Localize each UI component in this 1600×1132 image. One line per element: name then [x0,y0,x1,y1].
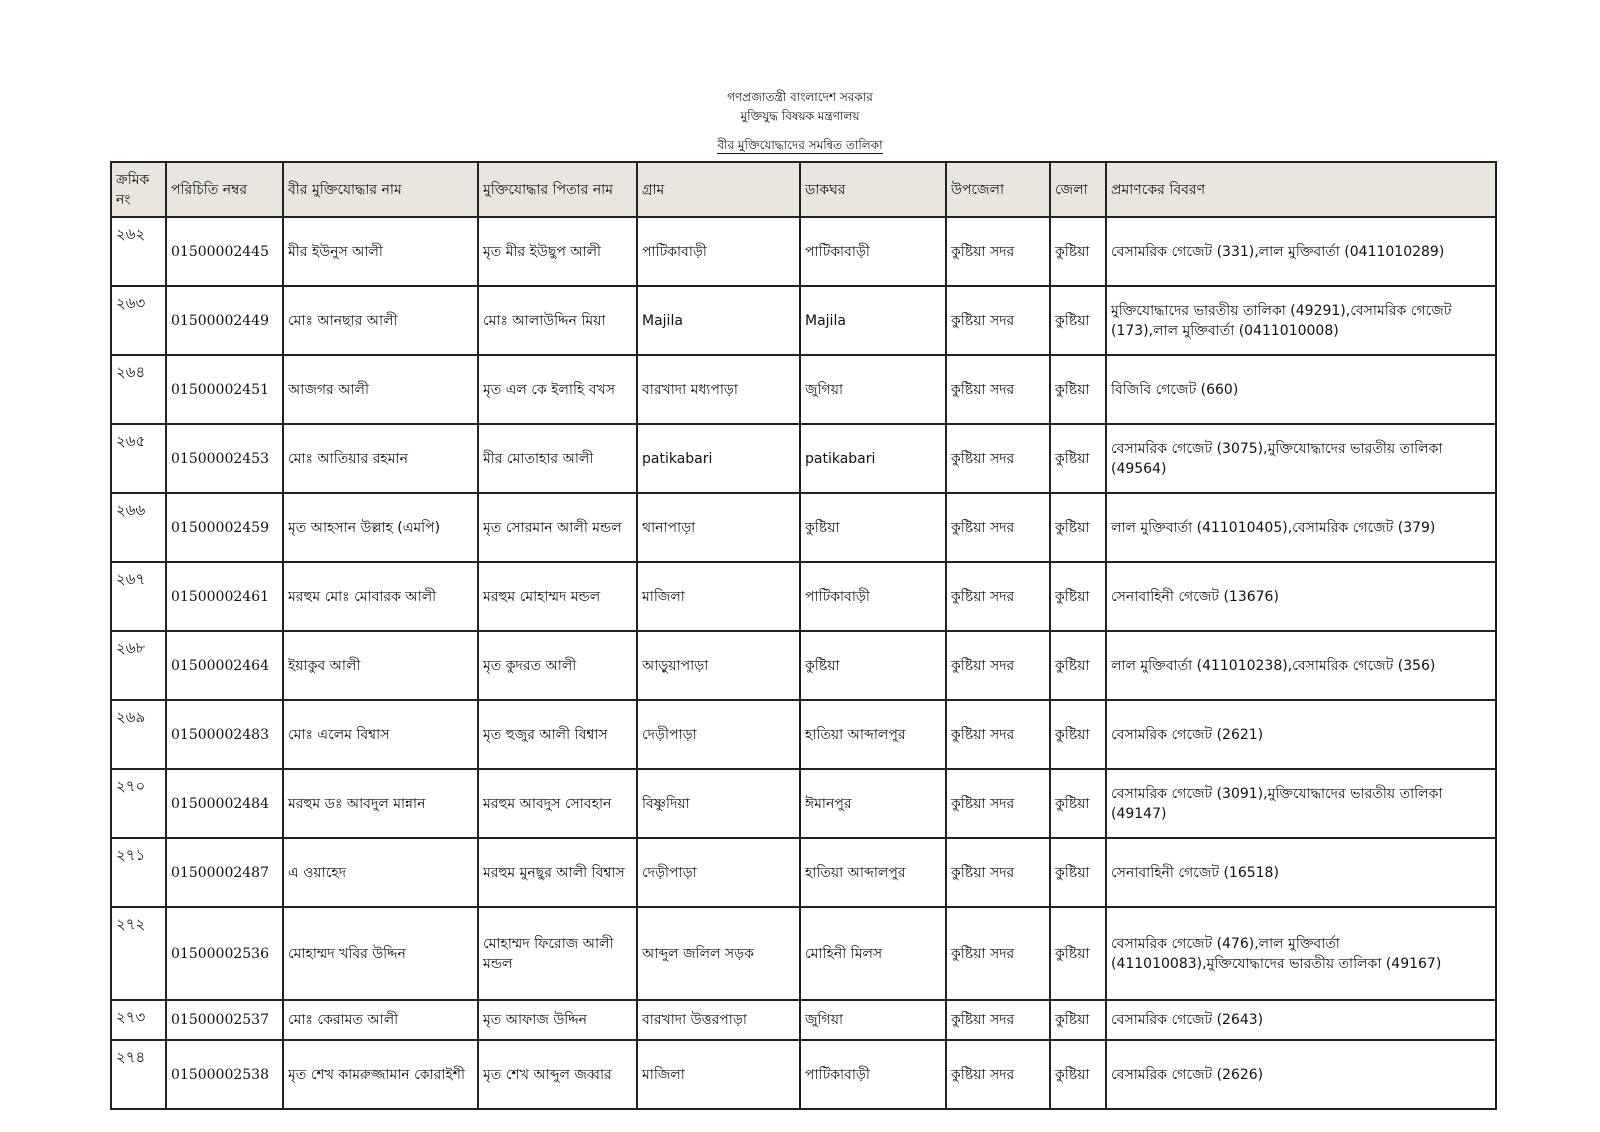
post-office-cell: পাটিকাবাড়ী [800,1040,946,1109]
evidence-cell: বেসামরিক গেজেট (3075),মুক্তিযোদ্ধাদের ভারতীয় তালিকা (49564) [1106,424,1496,493]
id-cell: 01500002536 [166,907,283,1000]
district-cell: কুষ্টিয়া [1050,493,1106,562]
table-row [111,700,1496,769]
evidence-cell: বেসামরিক গেজেট (2626) [1106,1040,1496,1109]
upazila-cell: কুষ্টিয়া সদর [946,769,1050,838]
district-cell: কুষ্টিয়া [1050,700,1106,769]
upazila-cell: কুষ্টিয়া সদর [946,838,1050,907]
evidence-cell: সেনাবাহিনী গেজেট (13676) [1106,562,1496,631]
evidence-cell: লাল মুক্তিবার্তা (411010405),বেসামরিক গেজেট (379) [1106,493,1496,562]
id-cell: 01500002445 [166,217,283,286]
upazila-cell: কুষ্টিয়া সদর [946,700,1050,769]
col-name: বীর মুক্তিযোদ্ধার নাম [283,162,478,217]
father-name-cell: মৃত মীর ইউছুপ আলী [478,217,637,286]
list-title-text: বীর মুক্তিযোদ্ধাদের সমন্বিত তালিকা [717,138,883,152]
district-cell: কুষ্টিয়া [1050,424,1106,493]
village-cell: মাজিলা [637,1040,800,1109]
upazila-cell: কুষ্টিয়া সদর [946,424,1050,493]
id-cell: 01500002537 [166,1000,283,1040]
ministry-title: মুক্তিযুদ্ধ বিষয়ক মন্ত্রণালয় [740,109,860,123]
village-cell: বারখাদা উত্তরপাড়া [637,1000,800,1040]
id-cell: 01500002538 [166,1040,283,1109]
district-cell: কুষ্টিয়া [1050,631,1106,700]
id-cell: 01500002483 [166,700,283,769]
table-row [111,424,1496,493]
district-cell: কুষ্টিয়া [1050,907,1106,1000]
col-serial: ক্রমিক নং [111,162,166,217]
upazila-cell: কুষ্টিয়া সদর [946,1040,1050,1109]
district-cell: কুষ্টিয়া [1050,1040,1106,1109]
id-cell: 01500002487 [166,838,283,907]
list-title [0,136,1600,154]
name-cell: মোঃ আতিয়ার রহমান [283,424,478,493]
post-office-cell: Majila [800,286,946,355]
father-name-cell: মৃত এল কে ইলাহি বখস [478,355,637,424]
father-name-cell: মীর মোতাহার আলী [478,424,637,493]
evidence-cell: বেসামরিক গেজেট (476),লাল মুক্তিবার্তা (411010083),মুক্তিযোদ্ধাদের ভারতীয় তালিকা (49167) [1106,907,1496,1000]
village-cell: দেড়ীপাড়া [637,700,800,769]
father-name-cell: মোঃ আলাউদ্দিন মিয়া [478,286,637,355]
upazila-cell: কুষ্টিয়া সদর [946,1000,1050,1040]
col-village: গ্রাম [637,162,800,217]
serial-cell: ২৬৩ [111,286,166,355]
upazila-cell: কুষ্টিয়া সদর [946,631,1050,700]
evidence-cell: সেনাবাহিনী গেজেট (16518) [1106,838,1496,907]
father-name-cell: মৃত হুজুর আলী বিশ্বাস [478,700,637,769]
id-cell: 01500002459 [166,493,283,562]
id-cell: 01500002461 [166,562,283,631]
post-office-cell: কুষ্টিয়া [800,631,946,700]
district-cell: কুষ্টিয়া [1050,562,1106,631]
serial-cell: ২৬৭ [111,562,166,631]
village-cell: মাজিলা [637,562,800,631]
post-office-cell: ঈমানপুর [800,769,946,838]
district-cell: কুষ্টিয়া [1050,355,1106,424]
post-office-cell: জুগিয়া [800,355,946,424]
id-cell: 01500002484 [166,769,283,838]
upazila-cell: কুষ্টিয়া সদর [946,355,1050,424]
father-name-cell: মোহাম্মদ ফিরোজ আলী মন্ডল [478,907,637,1000]
name-cell: মীর ইউনুস আলী [283,217,478,286]
name-cell: মোঃ কেরামত আলী [283,1000,478,1040]
village-cell: থানাপাড়া [637,493,800,562]
name-cell: মৃত শেখ কামরুজ্জামান কোরাইশী [283,1040,478,1109]
village-cell: বিষ্ণুদিয়া [637,769,800,838]
name-cell: মৃত আহসান উল্লাহ (এমপি) [283,493,478,562]
post-office-cell: মোহিনী মিলস [800,907,946,1000]
col-father: মুক্তিযোদ্ধার পিতার নাম [478,162,637,217]
post-office-cell: হাতিয়া আব্দালপুর [800,838,946,907]
table-row [111,631,1496,700]
name-cell: মোহাম্মদ খবির উদ্দিন [283,907,478,1000]
upazila-cell: কুষ্টিয়া সদর [946,562,1050,631]
father-name-cell: মরহুম মুনছুর আলী বিশ্বাস [478,838,637,907]
serial-cell: ২৬২ [111,217,166,286]
district-cell: কুষ্টিয়া [1050,838,1106,907]
father-name-cell: মৃত আফাজ উদ্দিন [478,1000,637,1040]
name-cell: মোঃ এলেম বিশ্বাস [283,700,478,769]
father-name-cell: মরহুম মোহাম্মদ মন্ডল [478,562,637,631]
name-cell: আজগর আলী [283,355,478,424]
name-cell: মরহুম মোঃ মোবারক আলী [283,562,478,631]
evidence-cell: বেসামরিক গেজেট (3091),মুক্তিযোদ্ধাদের ভারতীয় তালিকা (49147) [1106,769,1496,838]
district-cell: কুষ্টিয়া [1050,769,1106,838]
district-cell: কুষ্টিয়া [1050,217,1106,286]
village-cell: patikabari [637,424,800,493]
upazila-cell: কুষ্টিয়া সদর [946,907,1050,1000]
table-row [111,1000,1496,1040]
father-name-cell: মৃত কুদরত আলী [478,631,637,700]
id-cell: 01500002449 [166,286,283,355]
serial-cell: ২৭২ [111,907,166,1000]
serial-cell: ২৬৫ [111,424,166,493]
serial-cell: ২৭০ [111,769,166,838]
id-cell: 01500002451 [166,355,283,424]
post-office-cell: পাটিকাবাড়ী [800,217,946,286]
upazila-cell: কুষ্টিয়া সদর [946,493,1050,562]
col-district: জেলা [1050,162,1106,217]
table-row [111,286,1496,355]
id-cell: 01500002453 [166,424,283,493]
evidence-cell: লাল মুক্তিবার্তা (411010238),বেসামরিক গেজেট (356) [1106,631,1496,700]
upazila-cell: কুষ্টিয়া সদর [946,217,1050,286]
district-cell: কুষ্টিয়া [1050,1000,1106,1040]
serial-cell: ২৭৪ [111,1040,166,1109]
village-cell: আব্দুল জলিল সড়ক [637,907,800,1000]
serial-cell: ২৬৬ [111,493,166,562]
village-cell: Majila [637,286,800,355]
table-row [111,562,1496,631]
col-upazila: উপজেলা [946,162,1050,217]
table-row [111,355,1496,424]
table-row [111,769,1496,838]
post-office-cell: কুষ্টিয়া [800,493,946,562]
col-evidence: প্রমাণকের বিবরণ [1106,162,1496,217]
district-cell: কুষ্টিয়া [1050,286,1106,355]
table-row [111,217,1496,286]
village-cell: আড়ুয়াপাড়া [637,631,800,700]
village-cell: বারখাদা মধ্যপাড়া [637,355,800,424]
evidence-cell: বেসামরিক গেজেট (331),লাল মুক্তিবার্তা (0411010289) [1106,217,1496,286]
village-cell: পাটিকাবাড়ী [637,217,800,286]
evidence-cell: বেসামরিক গেজেট (2621) [1106,700,1496,769]
table-row [111,1040,1496,1109]
name-cell: এ ওয়াহেদ [283,838,478,907]
serial-cell: ২৬৯ [111,700,166,769]
government-title: গণপ্রজাতন্ত্রী বাংলাদেশ সরকার [727,90,873,104]
serial-cell: ২৬৪ [111,355,166,424]
upazila-cell: কুষ্টিয়া সদর [946,286,1050,355]
serial-cell: ২৬৮ [111,631,166,700]
name-cell: মরহুম ডঃ আবদুল মান্নান [283,769,478,838]
evidence-cell: বেসামরিক গেজেট (2643) [1106,1000,1496,1040]
serial-cell: ২৭১ [111,838,166,907]
post-office-cell: জুগিয়া [800,1000,946,1040]
col-post-office: ডাকঘর [800,162,946,217]
village-cell: দেড়ীপাড়া [637,838,800,907]
evidence-cell: বিজিবি গেজেট (660) [1106,355,1496,424]
post-office-cell: পাটিকাবাড়ী [800,562,946,631]
freedom-fighter-table [110,161,1497,1110]
father-name-cell: মৃত শেখ আব্দুল জব্বার [478,1040,637,1109]
father-name-cell: মরহুম আবদুস সোবহান [478,769,637,838]
id-cell: 01500002464 [166,631,283,700]
name-cell: মোঃ আনছার আলী [283,286,478,355]
table-row [111,838,1496,907]
serial-cell: ২৭৩ [111,1000,166,1040]
col-id: পরিচিতি নম্বর [166,162,283,217]
table-row [111,493,1496,562]
father-name-cell: মৃত সোরমান আলী মন্ডল [478,493,637,562]
name-cell: ইয়াকুব আলী [283,631,478,700]
table-row [111,907,1496,1000]
evidence-cell: মুক্তিযোদ্ধাদের ভারতীয় তালিকা (49291),বেসামরিক গেজেট (173),লাল মুক্তিবার্তা (0411010008) [1106,286,1496,355]
table-header-row [111,162,1496,217]
post-office-cell: patikabari [800,424,946,493]
post-office-cell: হাতিয়া আব্দালপুর [800,700,946,769]
